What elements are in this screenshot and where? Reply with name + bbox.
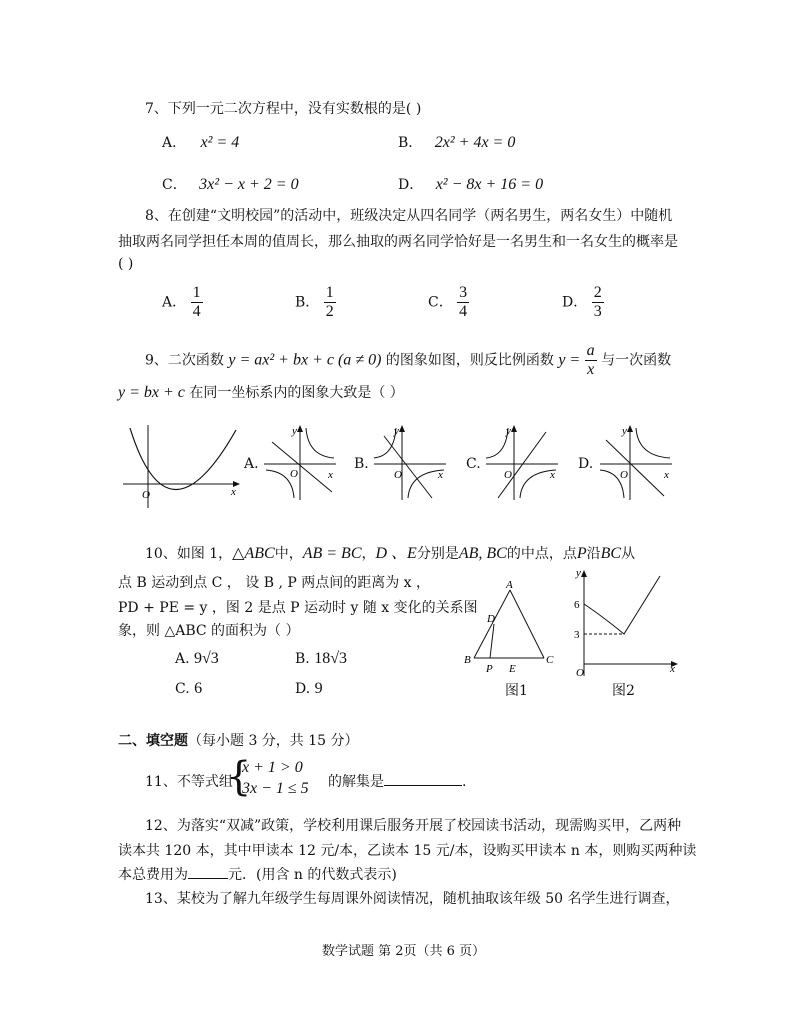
option-expr: 3x² − x + 2 = 0 xyxy=(199,176,299,193)
svg-text:x: x xyxy=(328,469,333,481)
q8-option-c xyxy=(428,284,469,321)
q9-option-a-label: A. xyxy=(244,456,259,472)
option-label: A． xyxy=(162,135,187,151)
q12-line3: 本总费用为 元．(用含 n 的代数式表示) xyxy=(118,867,397,883)
q10-figure1-caption: 图1 xyxy=(505,683,528,699)
q9-option-b-graph xyxy=(372,422,452,502)
q10-figure1-triangle xyxy=(462,580,572,675)
svg-text:A: A xyxy=(506,580,513,591)
q10-option-b: B. 18√3 xyxy=(295,650,347,667)
q9-option-b-label: B. xyxy=(354,456,369,472)
fraction: $\frac{1}{4}$ xyxy=(192,284,201,320)
fraction-a-over-x: $\frac{a}{x}$ xyxy=(586,342,595,378)
q9-option-d-graph xyxy=(598,422,678,502)
q10-figure2-caption: 图2 xyxy=(612,683,635,699)
q9-option-c-label: C. xyxy=(466,456,481,472)
q9-option-d-label: D. xyxy=(578,456,594,472)
q9-parabola-graph xyxy=(118,420,248,510)
fraction: $\frac{2}{3}$ xyxy=(593,284,602,320)
q13-line1: 13、某校为了解九年级学生每周课外阅读情况，随机抽取该年级 50 名学生进行调查， xyxy=(145,891,680,907)
svg-text:O: O xyxy=(394,469,402,481)
svg-text:O: O xyxy=(504,469,512,481)
svg-text:O: O xyxy=(620,469,628,481)
option-label: C． xyxy=(162,177,187,193)
q11-suffix: 的解集是 . xyxy=(328,774,467,790)
q7-option-c xyxy=(162,174,299,194)
option-label: C． xyxy=(428,294,453,311)
q11-inequality-2: 3x − 1 ≤ 5 xyxy=(242,780,309,797)
origin-label: O xyxy=(142,489,150,501)
option-label: D． xyxy=(562,294,588,311)
svg-text:E: E xyxy=(509,663,516,675)
q7-option-d xyxy=(398,174,543,194)
q8-option-d xyxy=(562,284,604,321)
q9-line1: 9、二次函数 y = ax² + bx + c (a ≠ 0) 的图象如图，则反比例函数 y = $\frac{a}{x}$ 与一次函数 xyxy=(145,342,672,378)
option-expr: x² − 8x + 16 = 0 xyxy=(435,176,544,193)
q11-prefix: 11、不等式组 xyxy=(145,774,233,790)
q9-option-c-graph xyxy=(484,422,564,502)
q7-option-b xyxy=(398,132,515,152)
q10-line4: 象，则 △ABC 的面积为（ ） xyxy=(118,623,300,639)
q8-line1: 8、在创建“文明校园”的活动中，班级决定从四名同学（两名男生，两名女生）中随机 xyxy=(145,208,673,224)
q10-option-c: C. 6 xyxy=(175,680,203,697)
svg-text:6: 6 xyxy=(574,599,580,611)
svg-text:O: O xyxy=(290,468,298,480)
svg-text:D: D xyxy=(487,613,495,625)
fraction: $\frac{1}{2}$ xyxy=(325,284,334,320)
q7-stem: 7、下列一元二次方程中，没有实数根的是( ) xyxy=(145,101,422,117)
svg-text:C: C xyxy=(546,654,554,666)
brace-icon: { xyxy=(226,754,252,800)
option-label: B． xyxy=(295,294,320,311)
svg-text:P: P xyxy=(486,663,493,675)
q10-option-d: D. 9 xyxy=(295,680,323,697)
q11-inequality-1: x + 1 > 0 xyxy=(242,759,303,776)
svg-text:B: B xyxy=(464,654,471,666)
quadratic-function: y = ax² + bx + c (a ≠ 0) xyxy=(228,351,382,369)
answer-blank xyxy=(188,877,228,879)
axis-x-label: x xyxy=(231,486,236,498)
svg-text:y: y xyxy=(394,425,399,437)
q10-line3: PD + PE = y ，图 2 是点 P 运动时 y 随 x 变化的关系图 xyxy=(118,600,478,616)
q7-option-a xyxy=(162,132,239,152)
q10-line2: 点 B 运动到点 C ， 设 B , P 两点间的距离为 x ， xyxy=(118,575,431,591)
q8-option-a xyxy=(162,284,203,321)
svg-text:y: y xyxy=(506,425,511,437)
svg-text:x: x xyxy=(664,469,669,481)
svg-text:O: O xyxy=(576,667,584,679)
q8-line3: ( ) xyxy=(118,256,134,272)
option-label: D． xyxy=(398,177,424,193)
option-expr: x² = 4 xyxy=(200,134,240,151)
svg-text:y: y xyxy=(292,425,297,437)
q9-option-a-graph xyxy=(262,422,342,502)
fraction: $\frac{3}{4}$ xyxy=(459,284,468,320)
svg-text:y: y xyxy=(622,425,627,437)
svg-text:y: y xyxy=(576,567,581,579)
q12-line2: 读本共 120 本，其中甲读本 12 元/本，乙读本 15 元/本，设购买甲读本 n 本，则购买两种读 xyxy=(118,843,697,859)
q10-option-a: A. 9√3 xyxy=(175,650,219,667)
q8-line2: 抽取两名同学担任本周的值周长，那么抽取的两名同学恰好是一名男生和一名女生的概率是 xyxy=(118,234,678,250)
q12-line1: 12、为落实“双减”政策，学校利用课后服务开展了校园读书活动，现需购买甲，乙两种 xyxy=(145,818,682,834)
answer-blank xyxy=(384,784,462,786)
option-label: B． xyxy=(398,135,423,151)
page-footer: 数学试题 第 2页（共 6 页） xyxy=(322,944,486,959)
linear-function: y = bx + c xyxy=(118,384,185,401)
svg-text:x: x xyxy=(438,469,443,481)
q10-figure2-graph xyxy=(572,566,684,681)
section-2-heading: 二、填空题（每小题 3 分，共 15 分） xyxy=(118,733,359,749)
q10-line1: 10、如图 1，△ABC中，AB = BC，D 、E分别是AB, BC的中点，点P沿BC从 xyxy=(145,545,636,562)
svg-text:x: x xyxy=(550,469,555,481)
option-expr: 2x² + 4x = 0 xyxy=(434,134,516,151)
q9-line2: y = bx + c 在同一坐标系内的图象大致是（ ） xyxy=(118,384,404,401)
svg-text:x: x xyxy=(670,663,675,675)
option-label: A． xyxy=(162,294,187,311)
svg-text:3: 3 xyxy=(574,629,580,641)
q8-option-b xyxy=(295,284,336,321)
